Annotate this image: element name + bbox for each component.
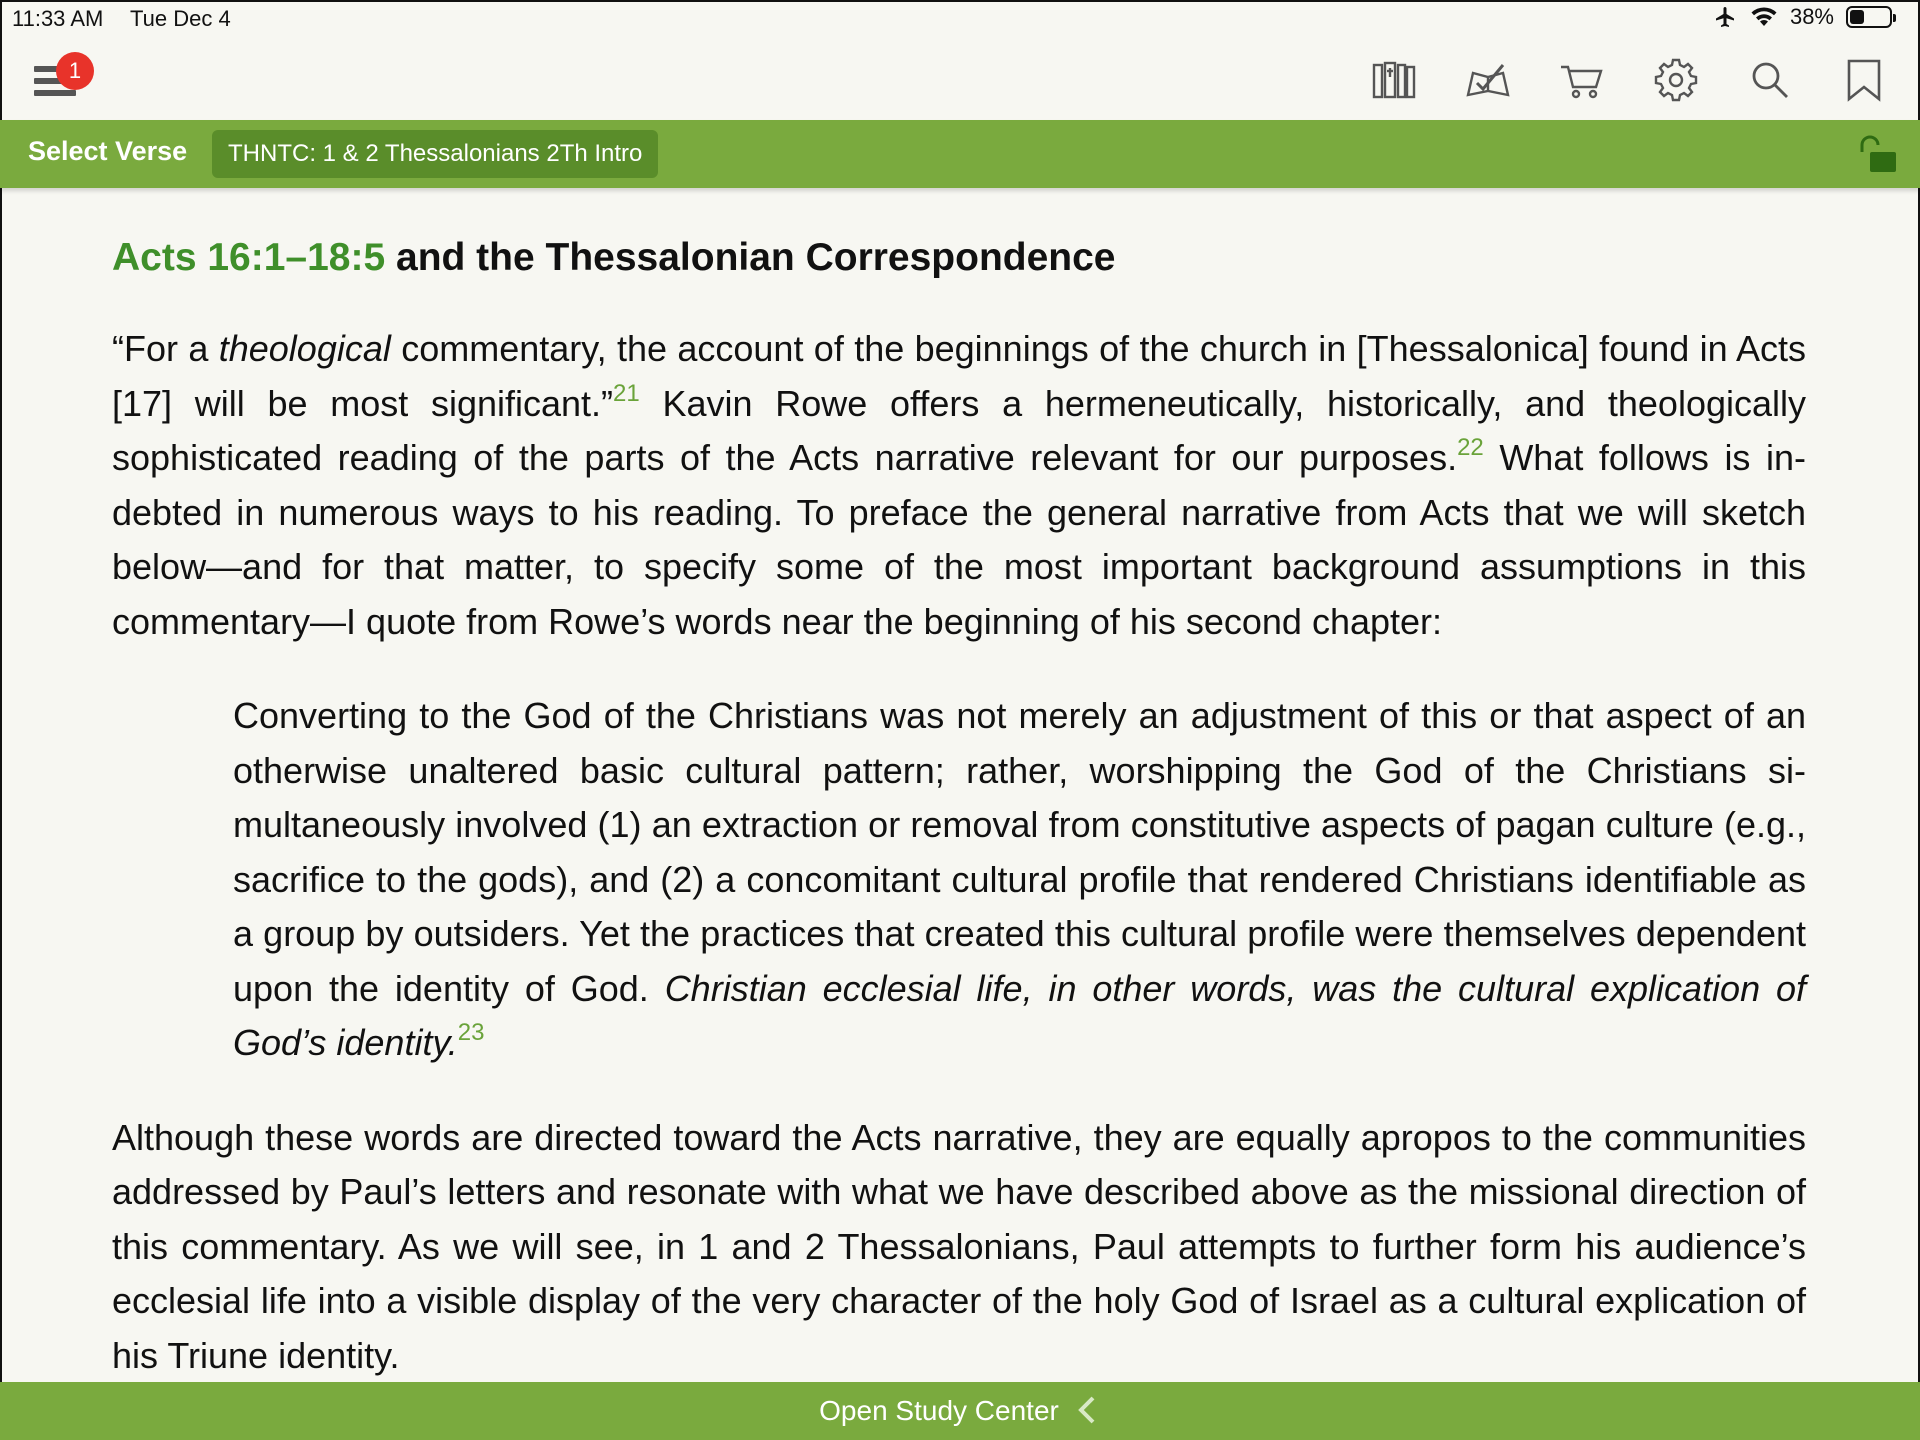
select-verse-button[interactable]: Select Verse xyxy=(28,136,188,166)
status-time: 11:33 AM xyxy=(12,6,104,31)
text-run: What follows is indebted in numerous ways to his reading. To preface the general narrative from Acts that we will sketch below—and for that matter, to specify some of the most important background assumptions in this commentary—I quote from Rowe’s words near the beginning of his second chapter: xyxy=(112,437,1806,642)
heading-scripture-link[interactable]: Acts 16:1–18:5 xyxy=(112,236,386,279)
search-button[interactable] xyxy=(1746,56,1794,104)
footnote-22-link[interactable]: 22 xyxy=(1457,434,1484,461)
toolbar xyxy=(0,40,1920,120)
hamburger-icon-bar xyxy=(34,90,76,96)
bookmark-button[interactable] xyxy=(1840,56,1888,104)
search-icon xyxy=(1747,57,1793,103)
notification-badge: 1 xyxy=(56,52,94,90)
battery-level xyxy=(1850,10,1864,24)
paragraph-3: Although these words are directed toward the Acts narrative, they are equally apropos to the communities addressed by Paul’s letters and resonate with what we have described above as the missional direction of this commentary. As we will see, in 1 and 2 Thessalonians, Paul attempts to further form his audience’s ecclesial life into a visible display of the very character of the holy God of Israel as a cultural explication of his Triune identity. xyxy=(112,1116,1806,1376)
airplane-icon xyxy=(1712,5,1738,29)
section-heading xyxy=(112,228,1806,288)
reading-plan-icon xyxy=(1465,57,1511,103)
footnote-23-link[interactable]: 23 xyxy=(457,1019,485,1046)
cart-icon xyxy=(1559,57,1605,103)
battery-percent: 38% xyxy=(1789,4,1834,29)
text-run-italic: theological xyxy=(218,328,391,369)
text-run: Converting to the God of the Christians was not merely an adjustment of this or that aspect of an otherwise unaltered basic cultural pattern; rather, worshipping the God of the Christians simultaneously involved (1) an extraction or removal from constitutive aspects of pagan culture (e.g., sacrifice to the gods), and (2) a concomitant cultural profile that rendered Christians identifiable as a group by outsiders. Yet the practices that created this cultural profile were themselves dependent upon the identity of God. xyxy=(233,695,1806,1009)
status-bar xyxy=(0,0,1920,40)
text-run: commentary, the account of the beginnings of the church in [Thessalonica] found in Acts [17] will be most significant.” xyxy=(112,328,1807,424)
unlocked-icon[interactable] xyxy=(1856,134,1898,176)
heading-text: and the Thessalonian Correspondence xyxy=(385,236,1116,279)
reading-plan-button[interactable] xyxy=(1464,56,1512,104)
open-study-center-button[interactable] xyxy=(0,1382,1920,1440)
chevron-left-icon xyxy=(1075,1395,1101,1425)
block-quote xyxy=(233,689,1806,1071)
text-run: “For a xyxy=(112,328,219,369)
status-indicators xyxy=(1712,4,1892,30)
library-icon xyxy=(1371,57,1417,103)
store-button[interactable] xyxy=(1558,56,1606,104)
menu-button[interactable] xyxy=(34,58,80,104)
resource-chip[interactable]: THNTC: 1 & 2 Thessalonians 2Th Intro xyxy=(212,130,658,178)
battery-icon xyxy=(1846,6,1892,28)
settings-button[interactable] xyxy=(1652,56,1700,104)
text-run-italic: Christian ecclesial life, in other words, was the cultural explication of God’s identity. xyxy=(233,967,1806,1063)
bookmark-icon xyxy=(1841,57,1887,103)
status-date: Tue Dec 4 xyxy=(130,6,231,31)
article-content xyxy=(112,228,1806,1383)
wifi-icon xyxy=(1750,6,1778,28)
paragraph-1 xyxy=(112,322,1806,649)
text-run: Kavin Rowe offers a hermeneutically, historically, and theologically sophisticated reading of the parts of the Acts narrative relevant for our purposes. xyxy=(112,382,1806,478)
study-center-label: Open Study Center xyxy=(819,1395,1059,1426)
footnote-21-link[interactable]: 21 xyxy=(613,379,640,407)
verse-bar xyxy=(0,120,1920,188)
library-button[interactable] xyxy=(1370,56,1418,104)
settings-icon xyxy=(1653,57,1699,103)
